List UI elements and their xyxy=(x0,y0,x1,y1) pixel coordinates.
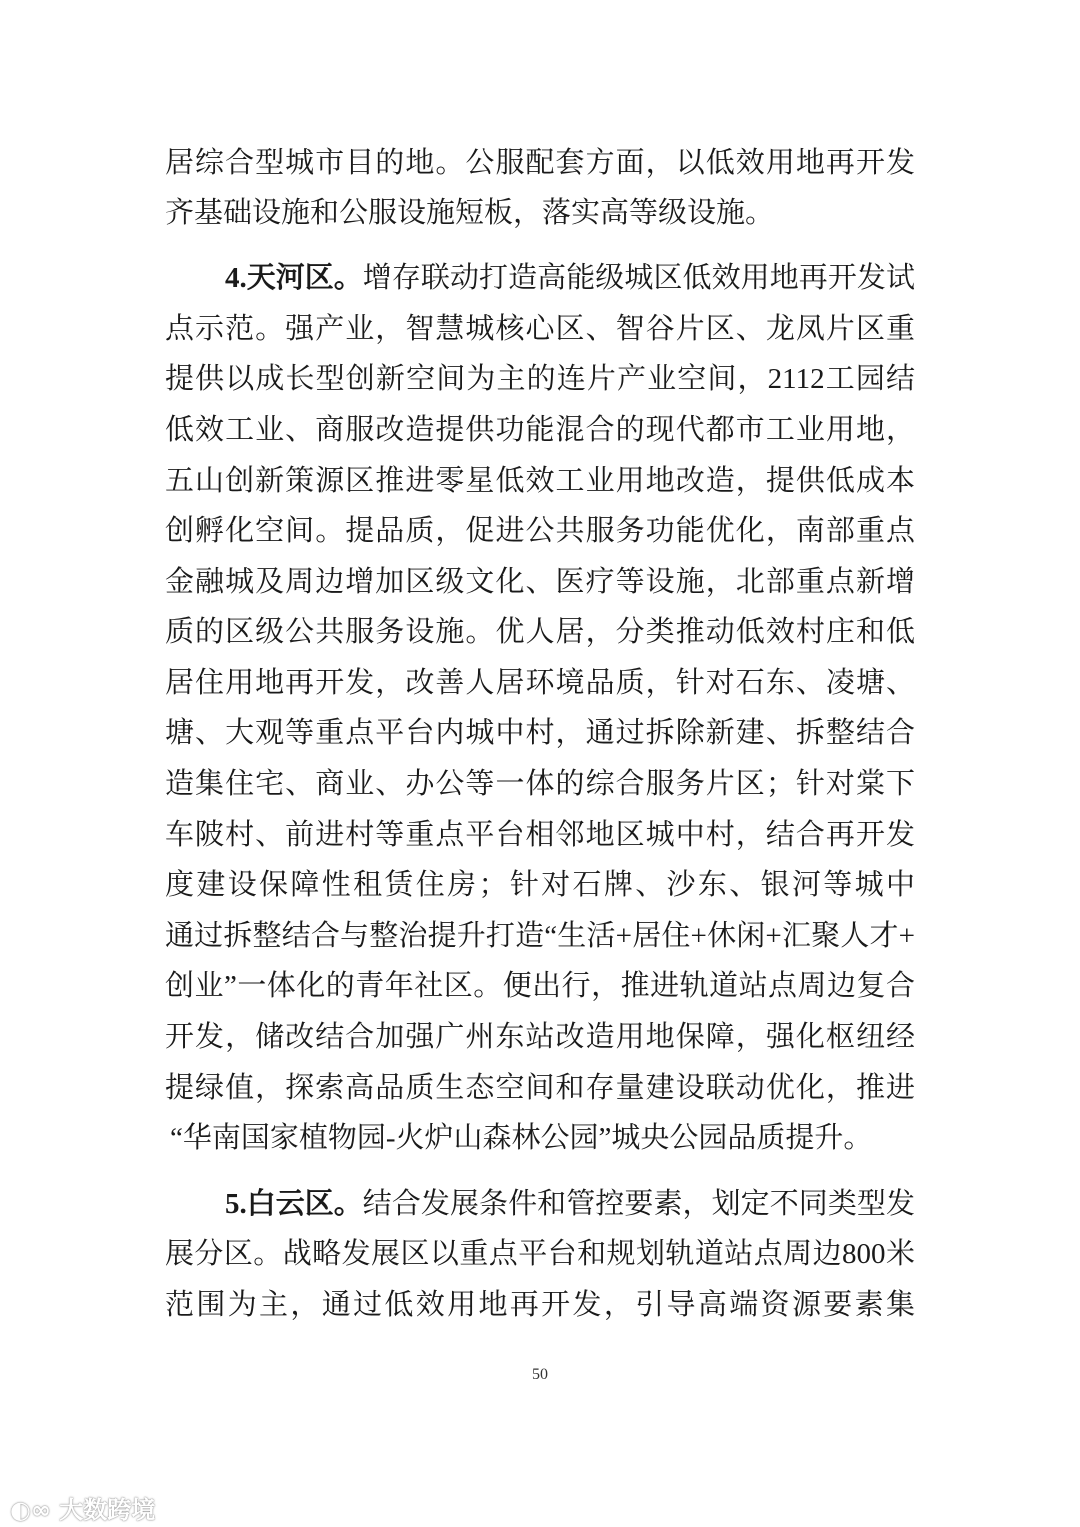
text-line: 创业”一体化的青年社区。便出行，推进轨道站点周边复合 xyxy=(165,970,915,1002)
text-line: 居住用地再开发，改善人居环境品质，针对石东、凌塘、 xyxy=(165,667,915,699)
text-line: 五山创新策源区推进零星低效工业用地改造，提供低成本 xyxy=(165,465,915,497)
text-line: 通过拆整结合与整治提升打造“生活+居住+休闲+汇聚人才+ xyxy=(165,920,915,952)
text-line: 金融城及周边增加区级文化、医疗等设施，北部重点新增 xyxy=(165,566,915,598)
paragraph-5-first-line xyxy=(225,1186,915,1222)
text-line: 低效工业、商服改造提供功能混合的现代都市工业用地， xyxy=(165,414,915,446)
text-line: 展分区。战略发展区以重点平台和规划轨道站点周边800米 xyxy=(165,1238,915,1270)
text-line: 创孵化空间。提品质，促进公共服务功能优化，南部重点 xyxy=(165,515,915,547)
section-heading-baiyun: 5.白云区。 xyxy=(225,1188,363,1220)
text-line: 造集住宅、商业、办公等一体的综合服务片区；针对棠下 xyxy=(165,768,915,800)
text-line: 提供以成长型创新空间为主的连片产业空间，2112工园结 xyxy=(165,363,915,395)
paragraph-4-first-line xyxy=(225,260,915,296)
watermark-logo: ◐∞ 大数跨境 xyxy=(10,1496,156,1524)
page-number: 50 xyxy=(532,1366,548,1383)
text-line: 齐基础设施和公服设施短板，落实高等级设施。 xyxy=(165,197,775,229)
text-line: 增存联动打造高能级城区低效用地再开发试 xyxy=(362,262,915,294)
text-line: 车陂村、前进村等重点平台相邻地区城中村，结合再开发 xyxy=(165,819,915,851)
text-line: 提绿值，探索高品质生态空间和存量建设联动优化，推进 xyxy=(165,1072,915,1104)
text-line: 塘、大观等重点平台内城中村，通过拆除新建、拆整结合 xyxy=(165,717,915,749)
text-line: 点示范。强产业，智慧城核心区、智谷片区、龙凤片区重 xyxy=(165,313,915,345)
text-line: “华南国家植物园-火炉山森林公园”城央公园品质提升。 xyxy=(170,1122,873,1154)
text-line: 度建设保障性租赁住房；针对石牌、沙东、银河等城中 xyxy=(165,869,915,901)
text-line: 范围为主，通过低效用地再开发，引导高端资源要素集 xyxy=(165,1289,915,1321)
text-line: 居综合型城市目的地。公服配套方面，以低效用地再开发 xyxy=(165,147,915,179)
section-heading-tianhe: 4.天河区。 xyxy=(225,262,363,294)
text-line: 结合发展条件和管控要素，划定不同类型发 xyxy=(362,1188,915,1220)
text-line: 开发，储改结合加强广州东站改造用地保障，强化枢纽经 xyxy=(165,1021,915,1053)
text-line: 质的区级公共服务设施。优人居，分类推动低效村庄和低 xyxy=(165,616,915,648)
